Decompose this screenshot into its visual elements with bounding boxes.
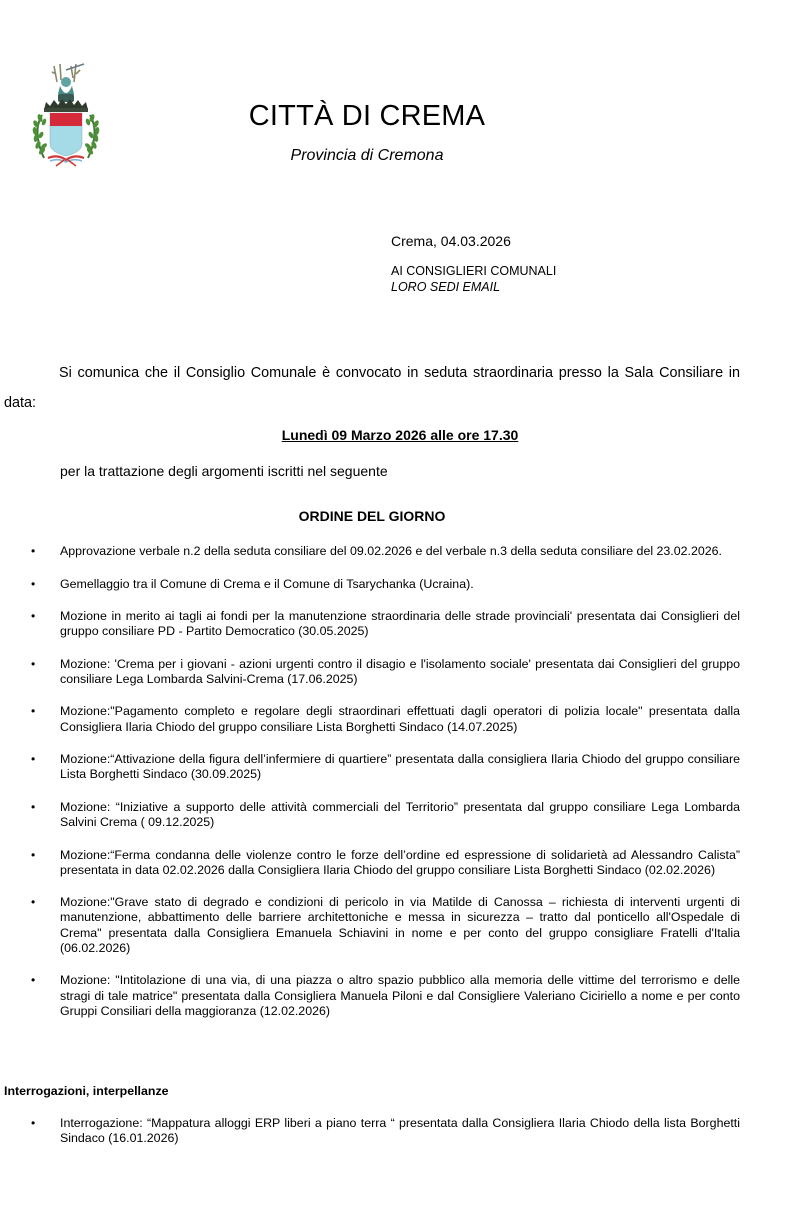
agenda-item [0, 848, 740, 878]
agenda-item-text: Mozione in merito ai tagli ai fondi per la manutenzione straordinaria delle strade provinciali' presentata dai Consiglieri del gruppo consiliare PD - Partito Democratico (30.05.2025) [60, 609, 740, 639]
agenda-item [0, 657, 740, 687]
agenda-item [0, 895, 740, 956]
bullet-icon: • [31, 752, 36, 767]
agenda-item [0, 973, 740, 1019]
agenda-item-text: Mozione:"Grave stato di degrado e condizioni di pericolo in via Matilde di Canossa – richiesta di interventi urgenti di manutenzione, abbattimento delle barriere architettoniche e messa in sicurezza – tratto dal ponticello all'Ospedale di Crema" presentata dalla Consigliera Emanuela Schiavini in nome e per conto del gruppo consigliare Fratelli d'Italia (06.02.2026) [60, 895, 740, 955]
agenda-title: ORDINE DEL GIORNO [298, 508, 446, 524]
agenda-item-text: Mozione:“Ferma condanna delle violenze contro le forze dell’ordine ed espressione di solidarietà ad Alessandro Calista” presentata in data 02.02.2026 dalla Consigliera Ilaria Chiodo del gruppo consiliare Lista Borghetti Sindaco (02.02.2026) [60, 847, 740, 877]
agenda-item-text: Gemellaggio tra il Comune di Crema e il Comune di Tsarychanka (Ucraina). [60, 576, 474, 591]
place-date: Crema, 04.03.2026 [391, 233, 511, 249]
bullet-icon: • [31, 895, 36, 910]
interrogation-item [0, 1116, 740, 1146]
agenda-item [0, 577, 740, 592]
bullet-icon: • [31, 576, 36, 591]
agenda-item [0, 752, 740, 782]
agenda-list [0, 544, 800, 1036]
treatment-text: per la trattazione degli argomenti iscritti nel seguente [60, 463, 388, 479]
agenda-item [0, 544, 740, 559]
city-title: CITTÀ DI CREMA [248, 100, 486, 132]
bullet-icon: • [31, 656, 36, 671]
agenda-item [0, 704, 740, 734]
interrogations-title: Interrogazioni, interpellanze [4, 1084, 169, 1098]
interrogation-item-text: Interrogazione: “Mappatura alloggi ERP liberi a piano terra “ presentata dalla Consigliera Ilaria Chiodo della lista Borghetti Sindaco (16.01.2026) [60, 1116, 740, 1146]
bullet-icon: • [31, 799, 36, 814]
intro-paragraph: Si comunica che il Consiglio Comunale è convocato in seduta straordinaria presso la Sala Consiliare in data: [4, 365, 740, 411]
recipient: AI CONSIGLIERI COMUNALI [391, 264, 557, 278]
bullet-icon: • [31, 544, 36, 558]
agenda-item [0, 800, 740, 830]
agenda-item-text: Approvazione verbale n.2 della seduta consiliare del 09.02.2026 e del verbale n.3 della seduta consiliare del 23.02.2026. [60, 544, 722, 558]
agenda-item-text: Mozione: 'Crema per i giovani - azioni urgenti contro il disagio e l'isolamento sociale' presentata dai Consiglieri del gruppo consiliare Lega Lombarda Salvini-Crema (17.06.2025) [60, 656, 740, 686]
agenda-item-text: Mozione: "Intitolazione di una via, di una piazza o altro spazio pubblico alla memoria delle vittime del terrorismo e delle stragi di tale matrice" presentata dalla Consigliera Manuela Piloni e dal Consigliere Valeriano Ciciriello a nome e per conto Gruppi Consiliari della maggioranza (12.02.2026) [60, 973, 740, 1018]
meeting-datetime: Lunedì 09 Marzo 2026 alle ore 17.30 [281, 427, 519, 443]
agenda-item-text: Mozione:“Attivazione della figura dell’infermiere di quartiere” presentata dalla consigliera Ilaria Chiodo del gruppo consiliare Lista Borghetti Sindaco (30.09.2025) [60, 752, 740, 782]
bullet-icon: • [31, 609, 36, 623]
bullet-icon: • [31, 704, 36, 719]
recipient-delivery: LORO SEDI EMAIL [391, 280, 501, 294]
bullet-icon: • [31, 847, 36, 862]
agenda-item-text: Mozione:"Pagamento completo e regolare degli straordinari effettuati dagli operatori di polizia locale" presentata dalla Consigliera Ilaria Chiodo del gruppo consiliare Lista Borghetti Sindaco (14.07.2025) [60, 704, 740, 734]
bullet-icon: • [31, 1116, 36, 1130]
agenda-item-text: Mozione: “Iniziative a supporto delle attività commerciali del Territorio” presentata dal gruppo consiliare Lega Lombarda Salvini Crema ( 09.12.2025) [60, 799, 740, 830]
province-subtitle: Provincia di Cremona [290, 147, 444, 164]
agenda-item [0, 609, 740, 639]
bullet-icon: • [31, 973, 36, 988]
interrogations-list [0, 1116, 800, 1164]
